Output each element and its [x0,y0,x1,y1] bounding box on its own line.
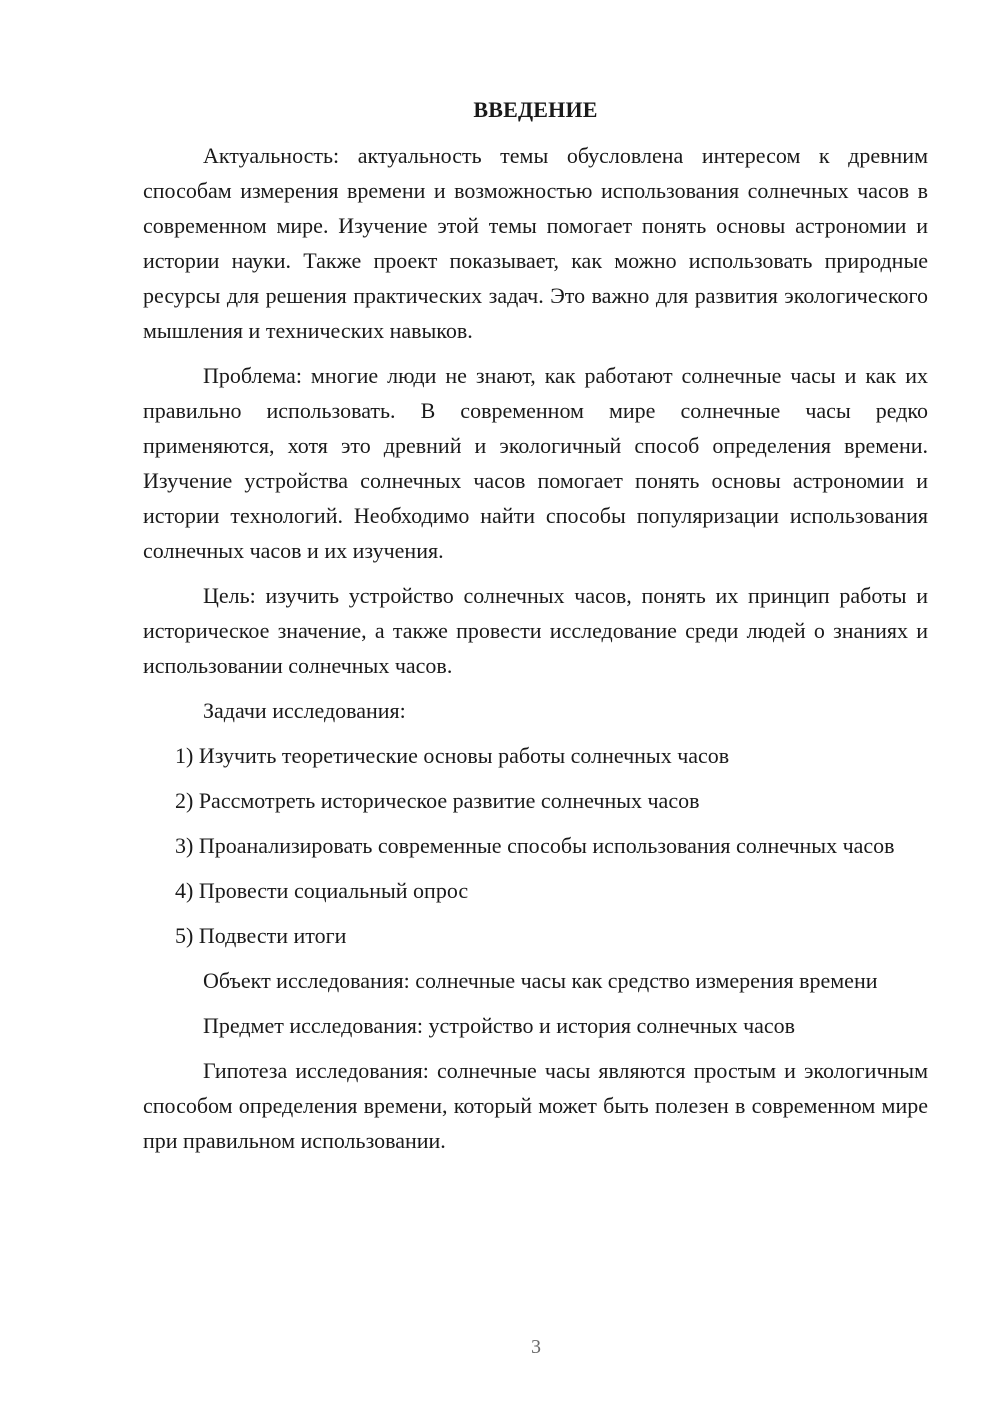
task-item: 1) Изучить теоретические основы работы солнечных часов [175,743,730,768]
subject-paragraph: Предмет исследования: устройство и история солнечных часов [203,1013,796,1038]
task-item: 2) Рассмотреть историческое развитие солнечных часов [175,788,700,813]
tasks-heading: Задачи исследования: [203,698,406,723]
task-item: 3) Проанализировать современные способы использования солнечных часов [175,833,895,858]
problem-paragraph: Проблема: многие люди не знают, как работают солнечные часы и как их правильно использовать. В современном мире солнечные часы редко применяются, хотя это древний и экологичный способ определения времени. Изучение устройства солнечных часов помогает понять основы астрономии и истории технологий. Необходимо найти способы популяризации использования солнечных часов и их изучения. [143,363,928,563]
page-content [143,96,928,1168]
page-title: ВВЕДЕНИЕ [473,97,598,122]
page-number: 3 [531,1336,541,1358]
object-paragraph: Объект исследования: солнечные часы как средство измерения времени [203,968,878,993]
task-item: 4) Провести социальный опрос [175,878,469,903]
task-item: 5) Подвести итоги [175,923,347,948]
hypothesis-paragraph: Гипотеза исследования: солнечные часы являются простым и экологичным способом определения времени, который может быть полезен в современном мире при правильном использовании. [143,1058,928,1153]
goal-paragraph: Цель: изучить устройство солнечных часов, понять их принцип работы и историческое значение, а также провести исследование среди людей о знаниях и использовании солнечных часов. [143,583,928,678]
relevance-paragraph: Актуальность: актуальность темы обусловлена интересом к древним способам измерения времени и возможностью использования солнечных часов в современном мире. Изучение этой темы помогает понять основы астрономии и истории науки. Также проект показывает, как можно использовать природные ресурсы для решения практических задач. Это важно для развития экологического мышления и технических навыков. [143,143,928,343]
